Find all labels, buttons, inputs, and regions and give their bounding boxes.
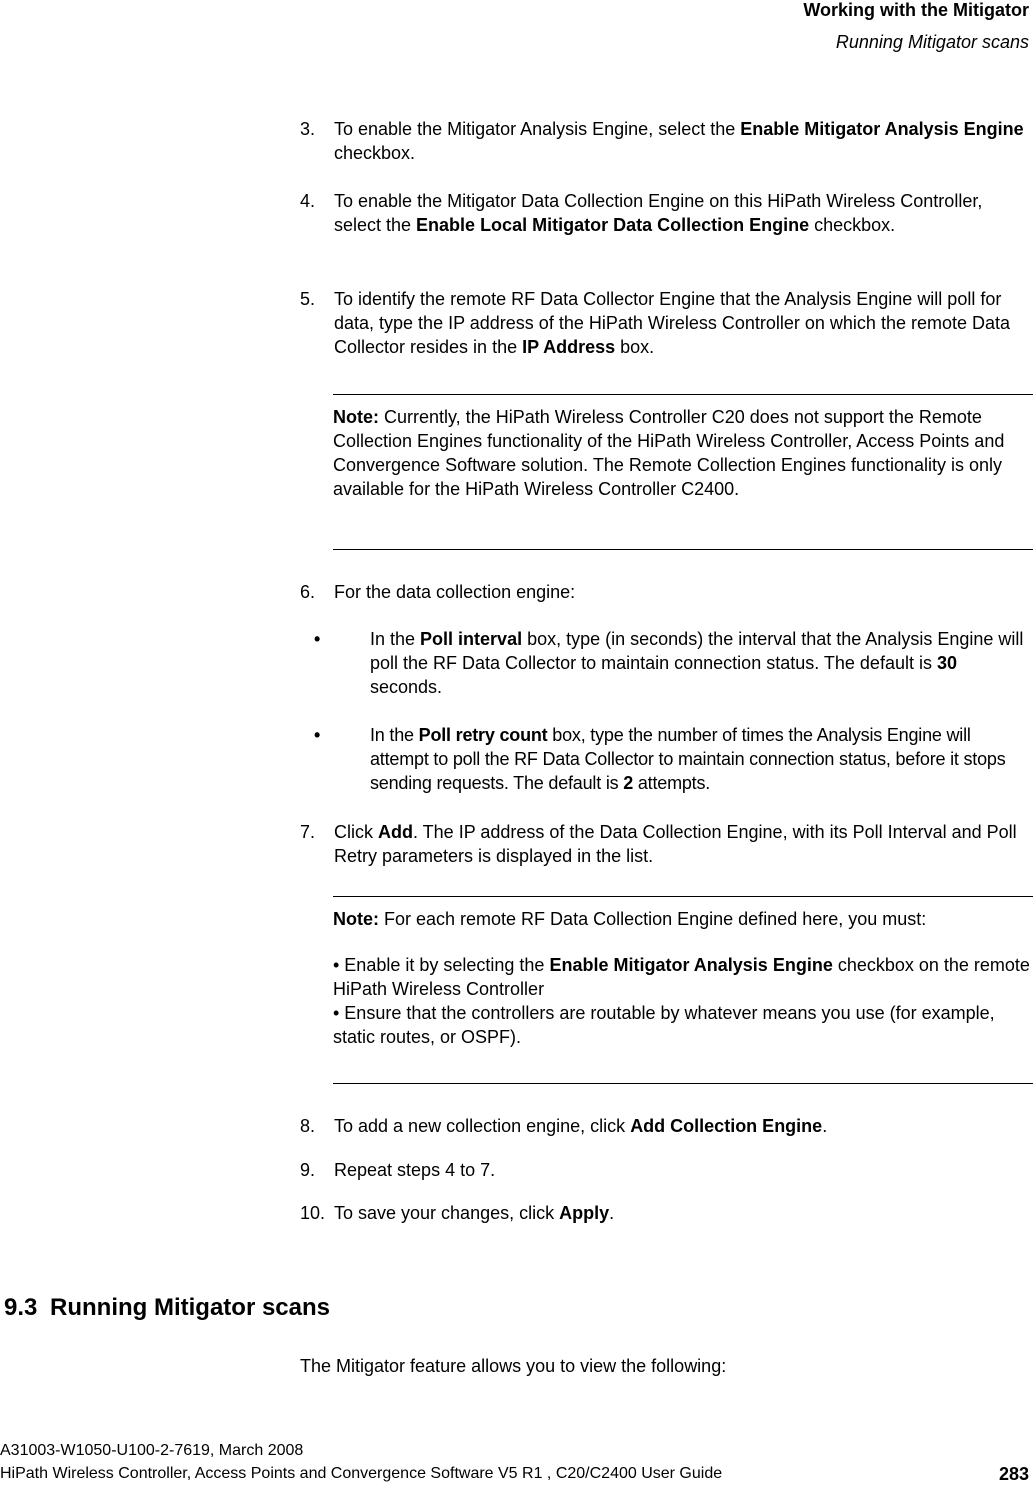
- step-number: 6.: [300, 582, 316, 602]
- list-item: [300, 723, 1035, 795]
- step-text: Repeat steps 4 to 7.: [334, 1160, 496, 1180]
- step-number: 8.: [300, 1116, 316, 1136]
- section-intro: The Mitigator feature allows you to view the following:: [300, 1356, 727, 1376]
- list-item: [300, 627, 1035, 699]
- running-header-title: Working with the Mitigator: [803, 0, 1029, 20]
- step-number: 3.: [300, 119, 316, 139]
- step-8: [300, 1114, 1035, 1138]
- step-text: To add a new collection engine, click Add Collection Engine.: [334, 1116, 828, 1136]
- step-text: To enable the Mitigator Analysis Engine, select the Enable Mitigator Analysis Engine checkbox.: [334, 119, 1024, 163]
- section-title: Running Mitigator scans: [50, 1294, 331, 1321]
- step-number: 9.: [300, 1160, 316, 1180]
- section-number: 9.3: [4, 1294, 38, 1321]
- step-7: [300, 820, 1035, 868]
- note-text: Note: Currently, the HiPath Wireless Controller C20 does not support the Remote Collection Engines functionality of the HiPath Wireless Controller, Access Points and Convergence Software solution. The Remote Collection Engines functionality is only available for the HiPath Wireless Controller C2400.: [333, 407, 1005, 499]
- note-box: [333, 394, 1033, 550]
- bullet-text: In the Poll interval box, type (in seconds) the interval that the Analysis Engine will poll the RF Data Collector to maintain connection status. The default is 30 seconds.: [370, 629, 1024, 697]
- step-3: [300, 117, 1035, 165]
- step-number: 10.: [300, 1203, 326, 1223]
- note-box: [333, 896, 1033, 1084]
- note-label: Note:: [333, 407, 379, 427]
- step-number: 5.: [300, 289, 316, 309]
- step-number: 7.: [300, 822, 316, 842]
- footer-guide-title: HiPath Wireless Controller, Access Points and Convergence Software V5 R1 , C20/C2400 User Guide: [0, 1465, 723, 1482]
- note-line: • Enable it by selecting the Enable Mitigator Analysis Engine checkbox on the remote HiPath Wireless Controller: [333, 955, 1030, 999]
- step-text: For the data collection engine:: [334, 582, 576, 602]
- running-header-subtitle: Running Mitigator scans: [835, 32, 1029, 52]
- bullet-marker: •: [314, 725, 321, 745]
- step-text: To identify the remote RF Data Collector Engine that the Analysis Engine will poll for data, type the IP address of the HiPath Wireless Controller on which the remote Data Collector resides in the IP Address box.: [334, 289, 1011, 357]
- section-heading: [4, 1294, 330, 1322]
- step-5: [300, 287, 1035, 359]
- step-4: [300, 189, 1035, 237]
- step-text: Click Add. The IP address of the Data Collection Engine, with its Poll Interval and Poll Retry parameters is displayed in the list.: [334, 822, 1017, 866]
- step-text: To enable the Mitigator Data Collection Engine on this HiPath Wireless Controller, select the Enable Local Mitigator Data Collection Engine checkbox.: [334, 191, 983, 235]
- step-10: [300, 1201, 1035, 1225]
- step-text: To save your changes, click Apply.: [334, 1203, 615, 1223]
- step-9: [300, 1158, 1035, 1182]
- step-number: 4.: [300, 191, 316, 211]
- bullet-text: In the Poll retry count box, type the number of times the Analysis Engine will attempt to poll the RF Data Collector to maintain connection status, before it stops sending requests. The default is 2 attempts.: [370, 725, 1006, 793]
- note-line: • Ensure that the controllers are routable by whatever means you use (for example, static routes, or OSPF).: [333, 1003, 995, 1047]
- page-number: 283: [998, 1464, 1029, 1484]
- bullet-marker: •: [314, 629, 321, 649]
- note-label: Note:: [333, 909, 379, 929]
- step-6: [300, 580, 1035, 604]
- footer-doc-id: A31003-W1050-U100-2-7619, March 2008: [0, 1442, 304, 1459]
- note-text: Note: For each remote RF Data Collection Engine defined here, you must:: [333, 909, 927, 929]
